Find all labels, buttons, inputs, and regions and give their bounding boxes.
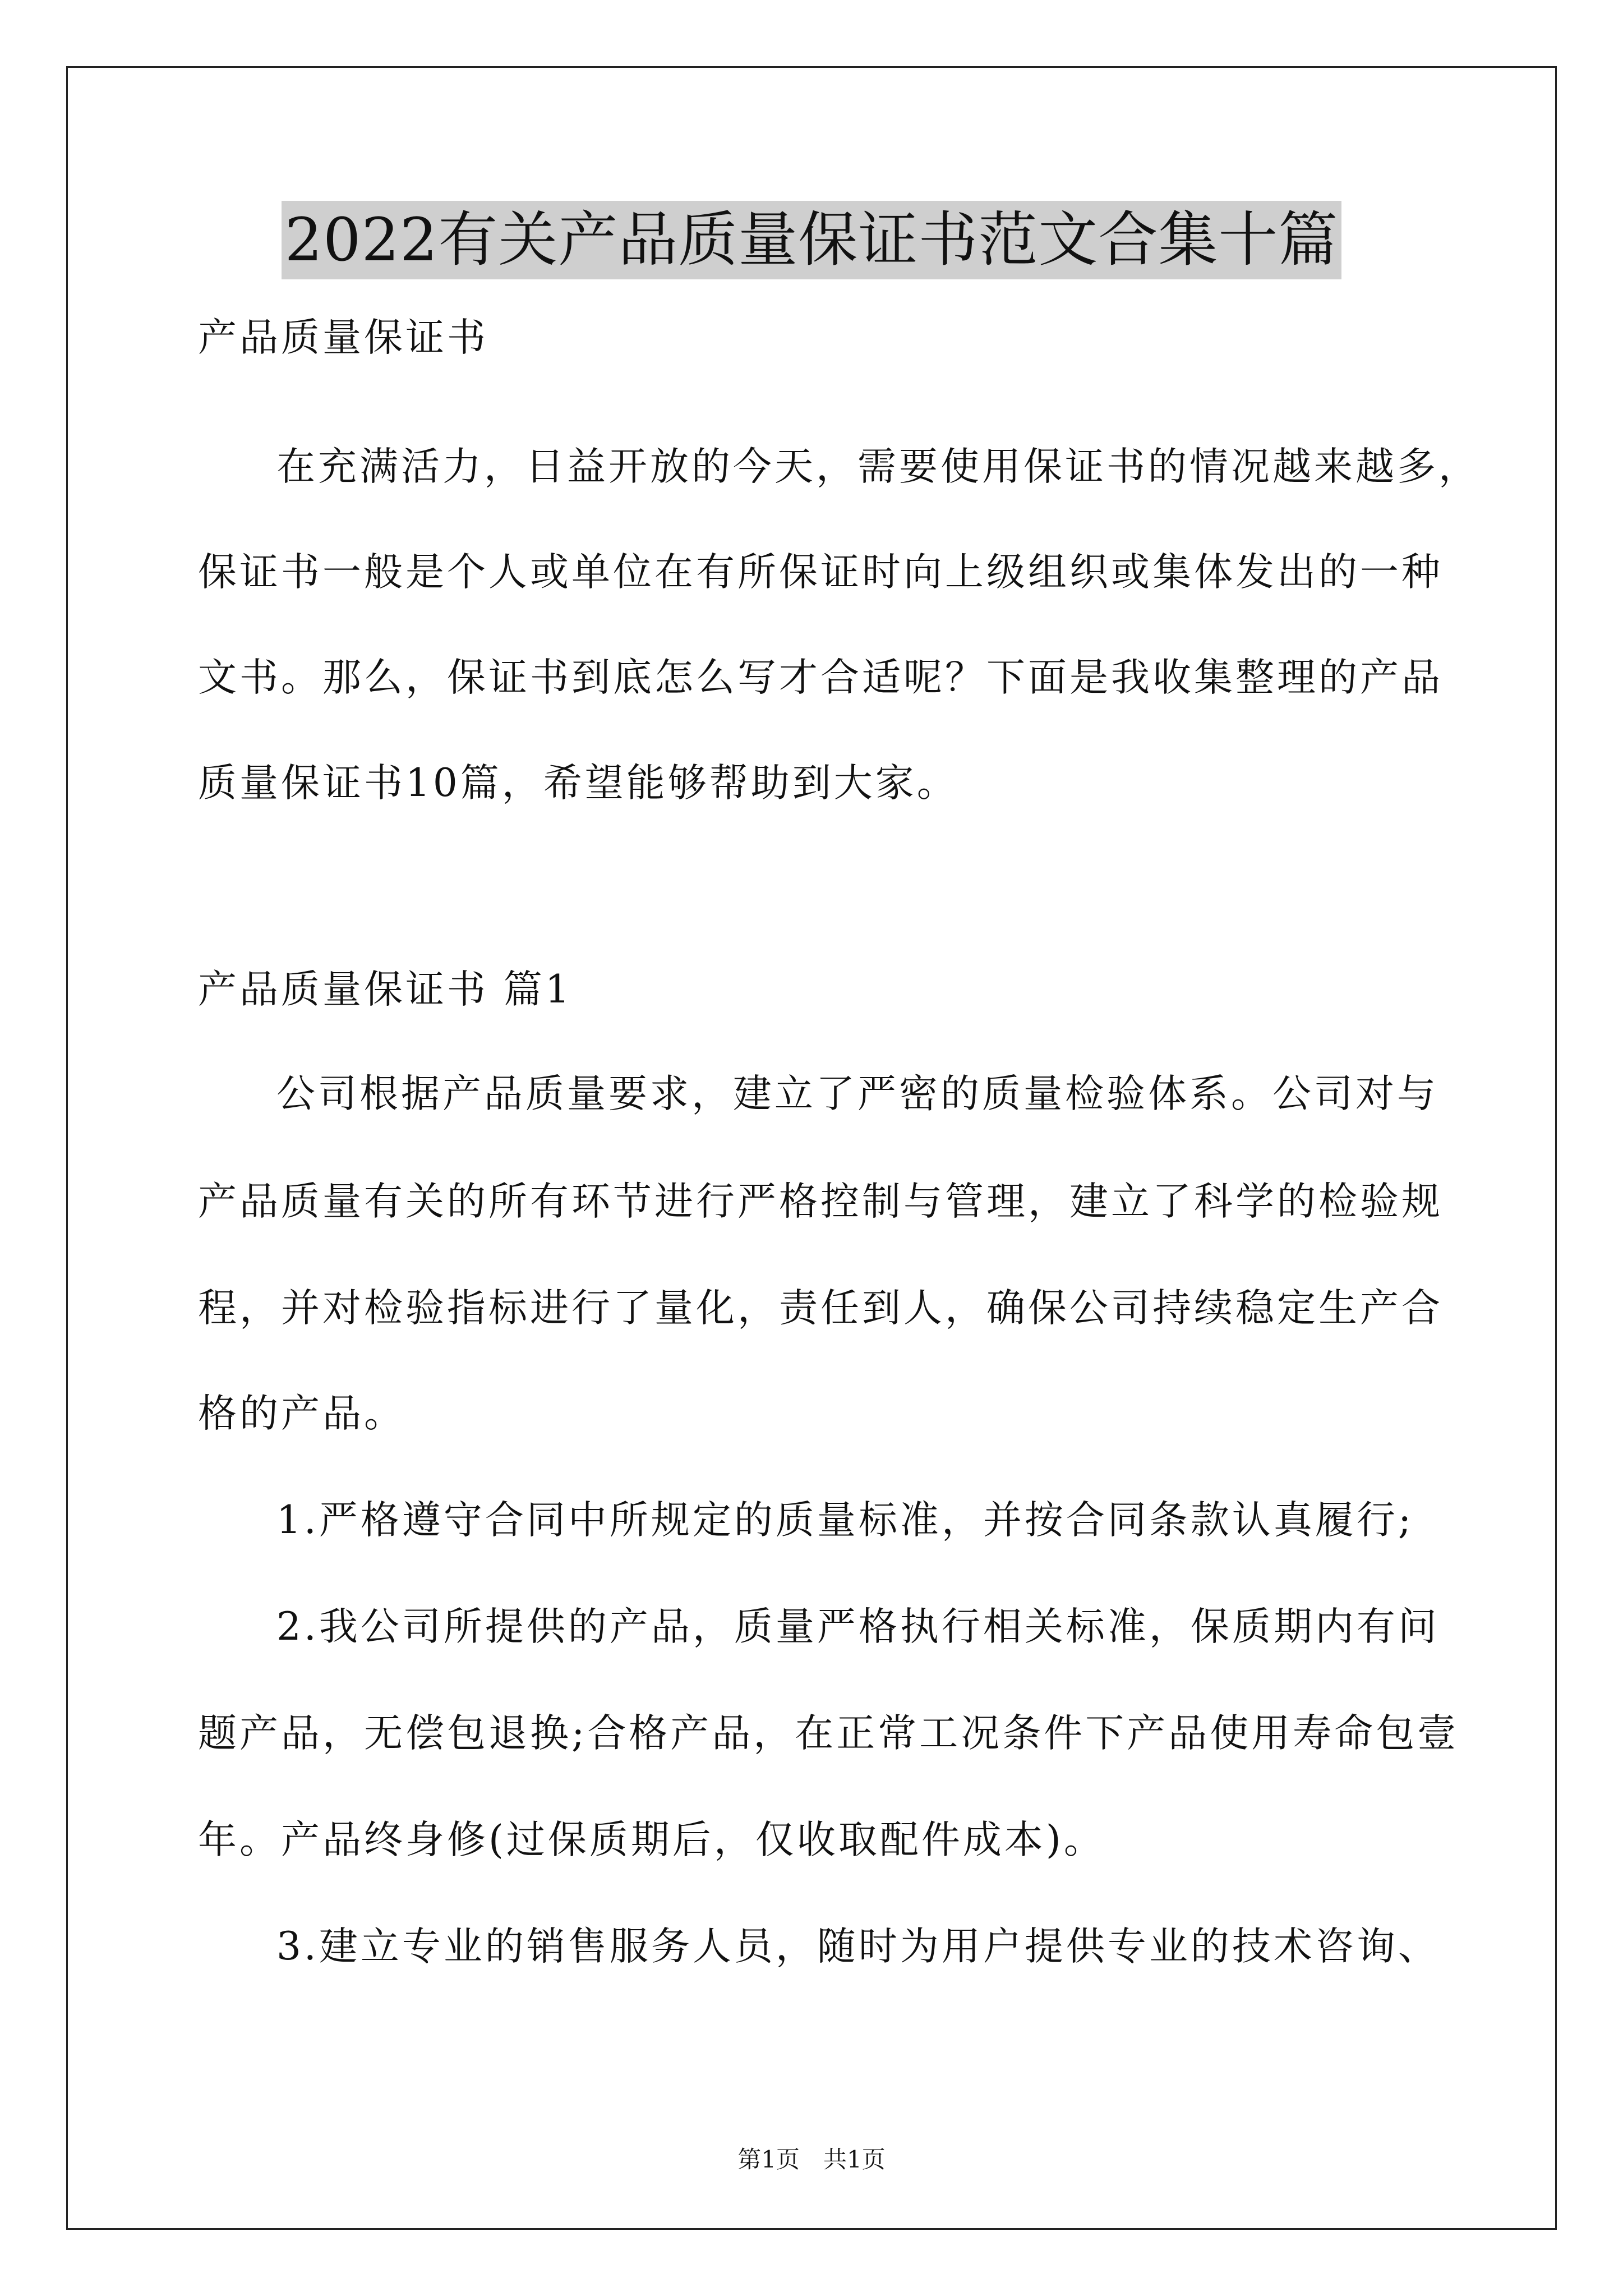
page-footer: 第1页 共1页 — [737, 2146, 886, 2173]
section1-line-2: 产品质量有关的所有环节进行严格控制与管理，建立了科学的检验规 — [198, 1179, 1443, 1224]
document-title: 2022有关产品质量保证书范文合集十篇 — [282, 201, 1342, 279]
item-2-line-3: 年。产品终身修(过保质期后，仅收取配件成本)。 — [198, 1818, 1105, 1862]
section1-line-1: 公司根据产品质量要求，建立了严密的质量检验体系。公司对与 — [276, 1071, 1438, 1116]
intro-line-4: 质量保证书10篇，希望能够帮助到大家。 — [198, 761, 958, 806]
page-border — [66, 66, 1557, 2230]
section1-line-3: 程，并对检验指标进行了量化，责任到人，确保公司持续稳定生产合 — [198, 1286, 1443, 1331]
intro-line-3: 文书。那么，保证书到底怎么写才合适呢？下面是我收集整理的产品 — [198, 655, 1443, 700]
section1-line-4: 格的产品。 — [198, 1391, 405, 1436]
item-3: 3.建立专业的销售服务人员，随时为用户提供专业的技术咨询、 — [276, 1924, 1440, 1969]
item-2-line-1: 2.我公司所提供的产品，质量严格执行相关标准，保质期内有问 — [276, 1604, 1440, 1649]
intro-line-1: 在充满活力，日益开放的今天，需要使用保证书的情况越来越多， — [276, 444, 1480, 489]
intro-line-2: 保证书一般是个人或单位在有所保证时向上级组织或集体发出的一种 — [198, 550, 1443, 595]
title-container — [0, 201, 1623, 279]
item-2-line-2: 题产品，无偿包退换;合格产品，在正常工况条件下产品使用寿命包壹 — [198, 1711, 1459, 1756]
section1-heading: 产品质量保证书 篇1 — [198, 967, 573, 1012]
document-heading: 产品质量保证书 — [198, 315, 488, 360]
item-1: 1.严格遵守合同中所规定的质量标准，并按合同条款认真履行; — [276, 1498, 1414, 1543]
